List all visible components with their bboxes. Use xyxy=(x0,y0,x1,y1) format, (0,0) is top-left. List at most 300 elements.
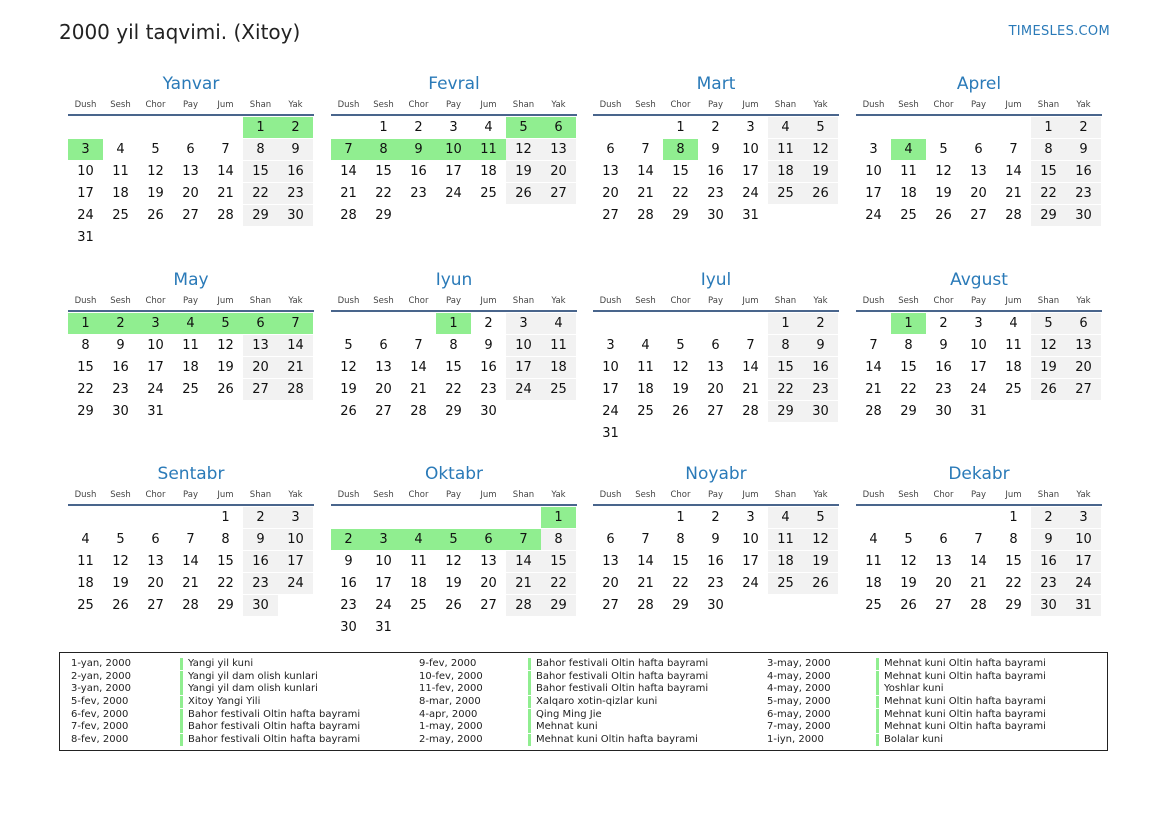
day-cell[interactable]: 15 xyxy=(375,164,392,179)
day-cell[interactable]: 13 xyxy=(935,554,952,569)
day-cell[interactable]: 13 xyxy=(541,139,576,160)
day-cell[interactable]: 19 xyxy=(803,161,838,182)
day-cell[interactable]: 9 xyxy=(278,139,313,160)
day-cell[interactable]: 23 xyxy=(935,382,952,397)
day-cell[interactable]: 4 xyxy=(541,313,576,334)
day-cell[interactable]: 13 xyxy=(1066,335,1101,356)
day-cell[interactable]: 18 xyxy=(865,576,882,591)
day-cell[interactable]: 20 xyxy=(243,357,278,378)
day-cell[interactable]: 11 xyxy=(182,338,199,353)
day-cell[interactable]: 29 xyxy=(541,595,576,616)
day-cell[interactable]: 7 xyxy=(869,338,878,353)
day-cell[interactable]: 4 xyxy=(1009,316,1018,331)
day-cell[interactable]: 1 xyxy=(243,117,278,138)
day-cell[interactable]: 15 xyxy=(445,360,462,375)
day-cell[interactable]: 28 xyxy=(506,595,541,616)
day-cell[interactable]: 3 xyxy=(746,510,755,525)
day-cell[interactable]: 19 xyxy=(935,186,952,201)
day-cell[interactable]: 14 xyxy=(182,554,199,569)
day-cell[interactable]: 18 xyxy=(112,186,129,201)
day-cell[interactable]: 31 xyxy=(147,404,164,419)
day-cell[interactable]: 16 xyxy=(935,360,952,375)
day-cell[interactable]: 2 xyxy=(414,120,423,135)
day-cell[interactable]: 11 xyxy=(1005,338,1022,353)
day-cell[interactable]: 29 xyxy=(1031,205,1066,226)
day-cell[interactable]: 5 xyxy=(116,532,125,547)
day-cell[interactable]: 15 xyxy=(768,357,803,378)
day-cell[interactable]: 20 xyxy=(970,186,987,201)
day-cell[interactable]: 3 xyxy=(1066,507,1101,528)
day-cell[interactable]: 22 xyxy=(1005,576,1022,591)
day-cell[interactable]: 28 xyxy=(970,598,987,613)
day-cell[interactable]: 18 xyxy=(182,360,199,375)
day-cell[interactable]: 12 xyxy=(340,360,357,375)
day-cell[interactable]: 23 xyxy=(243,573,278,594)
day-cell[interactable]: 29 xyxy=(217,598,234,613)
day-cell[interactable]: 30 xyxy=(803,401,838,422)
day-cell[interactable]: 20 xyxy=(182,186,199,201)
day-cell[interactable]: 21 xyxy=(970,576,987,591)
day-cell[interactable]: 5 xyxy=(939,142,948,157)
day-cell[interactable]: 17 xyxy=(506,357,541,378)
day-cell[interactable]: 21 xyxy=(637,576,654,591)
day-cell[interactable]: 26 xyxy=(900,598,917,613)
day-cell[interactable]: 21 xyxy=(1005,186,1022,201)
day-cell[interactable]: 1 xyxy=(768,313,803,334)
day-cell[interactable]: 31 xyxy=(602,426,619,441)
day-cell[interactable]: 10 xyxy=(77,164,94,179)
day-cell[interactable]: 11 xyxy=(541,335,576,356)
day-cell[interactable]: 20 xyxy=(147,576,164,591)
day-cell[interactable]: 27 xyxy=(935,598,952,613)
day-cell[interactable]: 4 xyxy=(641,338,650,353)
day-cell[interactable]: 1 xyxy=(1031,117,1066,138)
day-cell[interactable]: 1 xyxy=(221,510,230,525)
day-cell[interactable]: 16 xyxy=(707,164,724,179)
day-cell[interactable]: 11 xyxy=(900,164,917,179)
day-cell[interactable]: 4 xyxy=(173,313,208,334)
day-cell[interactable]: 4 xyxy=(484,120,493,135)
day-cell[interactable]: 4 xyxy=(81,532,90,547)
day-cell[interactable]: 17 xyxy=(602,382,619,397)
day-cell[interactable]: 30 xyxy=(935,404,952,419)
day-cell[interactable]: 4 xyxy=(768,507,803,528)
day-cell[interactable]: 18 xyxy=(900,186,917,201)
day-cell[interactable]: 16 xyxy=(1066,161,1101,182)
day-cell[interactable]: 12 xyxy=(672,360,689,375)
day-cell[interactable]: 24 xyxy=(77,208,94,223)
day-cell[interactable]: 8 xyxy=(81,338,90,353)
day-cell[interactable]: 20 xyxy=(935,576,952,591)
day-cell[interactable]: 14 xyxy=(865,360,882,375)
day-cell[interactable]: 23 xyxy=(803,379,838,400)
day-cell[interactable]: 11 xyxy=(112,164,129,179)
day-cell[interactable]: 19 xyxy=(340,382,357,397)
day-cell[interactable]: 22 xyxy=(541,573,576,594)
day-cell[interactable]: 24 xyxy=(970,382,987,397)
day-cell[interactable]: 5 xyxy=(803,117,838,138)
day-cell[interactable]: 26 xyxy=(803,573,838,594)
day-cell[interactable]: 20 xyxy=(375,382,392,397)
day-cell[interactable]: 3 xyxy=(366,529,401,550)
day-cell[interactable]: 23 xyxy=(340,598,357,613)
day-cell[interactable]: 11 xyxy=(865,554,882,569)
day-cell[interactable]: 8 xyxy=(243,139,278,160)
day-cell[interactable]: 31 xyxy=(375,620,392,635)
day-cell[interactable]: 27 xyxy=(602,598,619,613)
day-cell[interactable]: 6 xyxy=(471,529,506,550)
day-cell[interactable]: 29 xyxy=(1005,598,1022,613)
day-cell[interactable]: 5 xyxy=(208,313,243,334)
day-cell[interactable]: 25 xyxy=(1005,382,1022,397)
day-cell[interactable]: 25 xyxy=(410,598,427,613)
day-cell[interactable]: 11 xyxy=(768,139,803,160)
day-cell[interactable]: 15 xyxy=(1031,161,1066,182)
day-cell[interactable]: 22 xyxy=(672,186,689,201)
day-cell[interactable]: 21 xyxy=(217,186,234,201)
day-cell[interactable]: 16 xyxy=(112,360,129,375)
day-cell[interactable]: 2 xyxy=(103,313,138,334)
day-cell[interactable]: 16 xyxy=(1031,551,1066,572)
day-cell[interactable]: 5 xyxy=(1031,313,1066,334)
day-cell[interactable]: 3 xyxy=(278,507,313,528)
day-cell[interactable]: 23 xyxy=(1031,573,1066,594)
day-cell[interactable]: 22 xyxy=(375,186,392,201)
day-cell[interactable]: 3 xyxy=(869,142,878,157)
day-cell[interactable]: 29 xyxy=(445,404,462,419)
day-cell[interactable]: 5 xyxy=(676,338,685,353)
day-cell[interactable]: 17 xyxy=(865,186,882,201)
day-cell[interactable]: 9 xyxy=(401,139,436,160)
day-cell[interactable]: 28 xyxy=(637,598,654,613)
day-cell[interactable]: 7 xyxy=(186,532,195,547)
day-cell[interactable]: 24 xyxy=(742,576,759,591)
day-cell[interactable]: 13 xyxy=(707,360,724,375)
day-cell[interactable]: 19 xyxy=(217,360,234,375)
day-cell[interactable]: 8 xyxy=(1031,139,1066,160)
day-cell[interactable]: 22 xyxy=(768,379,803,400)
day-cell[interactable]: 2 xyxy=(1066,117,1101,138)
day-cell[interactable]: 1 xyxy=(676,120,685,135)
day-cell[interactable]: 9 xyxy=(344,554,353,569)
day-cell[interactable]: 14 xyxy=(637,164,654,179)
day-cell[interactable]: 1 xyxy=(379,120,388,135)
day-cell[interactable]: 5 xyxy=(506,117,541,138)
day-cell[interactable]: 21 xyxy=(865,382,882,397)
day-cell[interactable]: 14 xyxy=(278,335,313,356)
day-cell[interactable]: 2 xyxy=(1031,507,1066,528)
day-cell[interactable]: 14 xyxy=(970,554,987,569)
day-cell[interactable]: 15 xyxy=(217,554,234,569)
day-cell[interactable]: 30 xyxy=(1066,205,1101,226)
day-cell[interactable]: 27 xyxy=(147,598,164,613)
day-cell[interactable]: 3 xyxy=(506,313,541,334)
day-cell[interactable]: 7 xyxy=(974,532,983,547)
day-cell[interactable]: 21 xyxy=(410,382,427,397)
day-cell[interactable]: 10 xyxy=(742,532,759,547)
day-cell[interactable]: 20 xyxy=(707,382,724,397)
day-cell[interactable]: 19 xyxy=(147,186,164,201)
day-cell[interactable]: 25 xyxy=(112,208,129,223)
day-cell[interactable]: 16 xyxy=(803,357,838,378)
day-cell[interactable]: 9 xyxy=(711,142,720,157)
day-cell[interactable]: 28 xyxy=(340,208,357,223)
day-cell[interactable]: 30 xyxy=(243,595,278,616)
day-cell[interactable]: 9 xyxy=(803,335,838,356)
day-cell[interactable]: 27 xyxy=(243,379,278,400)
day-cell[interactable]: 15 xyxy=(672,164,689,179)
day-cell[interactable]: 15 xyxy=(900,360,917,375)
day-cell[interactable]: 2 xyxy=(711,510,720,525)
day-cell[interactable]: 21 xyxy=(182,576,199,591)
day-cell[interactable]: 5 xyxy=(803,507,838,528)
day-cell[interactable]: 16 xyxy=(243,551,278,572)
day-cell[interactable]: 9 xyxy=(116,338,125,353)
day-cell[interactable]: 17 xyxy=(278,551,313,572)
day-cell[interactable]: 16 xyxy=(707,554,724,569)
day-cell[interactable]: 14 xyxy=(1005,164,1022,179)
day-cell[interactable]: 24 xyxy=(865,208,882,223)
day-cell[interactable]: 20 xyxy=(1066,357,1101,378)
day-cell[interactable]: 24 xyxy=(1066,573,1101,594)
day-cell[interactable]: 14 xyxy=(637,554,654,569)
day-cell[interactable]: 22 xyxy=(445,382,462,397)
day-cell[interactable]: 13 xyxy=(182,164,199,179)
day-cell[interactable]: 30 xyxy=(480,404,497,419)
day-cell[interactable]: 28 xyxy=(182,598,199,613)
day-cell[interactable]: 30 xyxy=(112,404,129,419)
day-cell[interactable]: 29 xyxy=(375,208,392,223)
day-cell[interactable]: 7 xyxy=(331,139,366,160)
day-cell[interactable]: 13 xyxy=(970,164,987,179)
day-cell[interactable]: 11 xyxy=(410,554,427,569)
day-cell[interactable]: 17 xyxy=(742,554,759,569)
day-cell[interactable]: 5 xyxy=(436,529,471,550)
day-cell[interactable]: 19 xyxy=(803,551,838,572)
day-cell[interactable]: 18 xyxy=(541,357,576,378)
day-cell[interactable]: 18 xyxy=(77,576,94,591)
day-cell[interactable]: 12 xyxy=(1031,335,1066,356)
day-cell[interactable]: 27 xyxy=(602,208,619,223)
day-cell[interactable]: 8 xyxy=(221,532,230,547)
day-cell[interactable]: 1 xyxy=(891,313,926,334)
day-cell[interactable]: 24 xyxy=(602,404,619,419)
day-cell[interactable]: 29 xyxy=(243,205,278,226)
day-cell[interactable]: 6 xyxy=(939,532,948,547)
day-cell[interactable]: 27 xyxy=(970,208,987,223)
day-cell[interactable]: 14 xyxy=(742,360,759,375)
day-cell[interactable]: 25 xyxy=(77,598,94,613)
day-cell[interactable]: 3 xyxy=(138,313,173,334)
day-cell[interactable]: 23 xyxy=(278,183,313,204)
day-cell[interactable]: 30 xyxy=(707,598,724,613)
day-cell[interactable]: 15 xyxy=(243,161,278,182)
day-cell[interactable]: 12 xyxy=(935,164,952,179)
day-cell[interactable]: 21 xyxy=(742,382,759,397)
day-cell[interactable]: 13 xyxy=(480,554,497,569)
day-cell[interactable]: 31 xyxy=(970,404,987,419)
day-cell[interactable]: 15 xyxy=(541,551,576,572)
day-cell[interactable]: 21 xyxy=(506,573,541,594)
day-cell[interactable]: 7 xyxy=(414,338,423,353)
day-cell[interactable]: 30 xyxy=(340,620,357,635)
day-cell[interactable]: 7 xyxy=(641,532,650,547)
day-cell[interactable]: 28 xyxy=(217,208,234,223)
day-cell[interactable]: 6 xyxy=(1066,313,1101,334)
day-cell[interactable]: 25 xyxy=(637,404,654,419)
day-cell[interactable]: 5 xyxy=(344,338,353,353)
day-cell[interactable]: 15 xyxy=(672,554,689,569)
day-cell[interactable]: 17 xyxy=(445,164,462,179)
day-cell[interactable]: 30 xyxy=(1031,595,1066,616)
day-cell[interactable]: 28 xyxy=(742,404,759,419)
day-cell[interactable]: 9 xyxy=(1031,529,1066,550)
day-cell[interactable]: 2 xyxy=(278,117,313,138)
day-cell[interactable]: 28 xyxy=(1005,208,1022,223)
day-cell[interactable]: 8 xyxy=(1009,532,1018,547)
day-cell[interactable]: 17 xyxy=(970,360,987,375)
day-cell[interactable]: 26 xyxy=(506,183,541,204)
day-cell[interactable]: 9 xyxy=(484,338,493,353)
day-cell[interactable]: 22 xyxy=(77,382,94,397)
day-cell[interactable]: 31 xyxy=(77,230,94,245)
day-cell[interactable]: 10 xyxy=(742,142,759,157)
day-cell[interactable]: 1 xyxy=(436,313,471,334)
day-cell[interactable]: 24 xyxy=(445,186,462,201)
day-cell[interactable]: 16 xyxy=(278,161,313,182)
day-cell[interactable]: 17 xyxy=(147,360,164,375)
day-cell[interactable]: 26 xyxy=(112,598,129,613)
day-cell[interactable]: 30 xyxy=(707,208,724,223)
day-cell[interactable]: 11 xyxy=(637,360,654,375)
day-cell[interactable]: 6 xyxy=(379,338,388,353)
day-cell[interactable]: 29 xyxy=(900,404,917,419)
day-cell[interactable]: 3 xyxy=(606,338,615,353)
day-cell[interactable]: 23 xyxy=(1066,183,1101,204)
day-cell[interactable]: 16 xyxy=(410,164,427,179)
day-cell[interactable]: 26 xyxy=(217,382,234,397)
day-cell[interactable]: 27 xyxy=(707,404,724,419)
day-cell[interactable]: 12 xyxy=(803,529,838,550)
day-cell[interactable]: 20 xyxy=(480,576,497,591)
day-cell[interactable]: 1 xyxy=(541,507,576,528)
day-cell[interactable]: 18 xyxy=(637,382,654,397)
day-cell[interactable]: 28 xyxy=(637,208,654,223)
day-cell[interactable]: 9 xyxy=(243,529,278,550)
day-cell[interactable]: 27 xyxy=(541,183,576,204)
day-cell[interactable]: 7 xyxy=(221,142,230,157)
day-cell[interactable]: 8 xyxy=(541,529,576,550)
day-cell[interactable]: 12 xyxy=(803,139,838,160)
day-cell[interactable]: 23 xyxy=(707,186,724,201)
day-cell[interactable]: 12 xyxy=(147,164,164,179)
day-cell[interactable]: 25 xyxy=(480,186,497,201)
day-cell[interactable]: 30 xyxy=(278,205,313,226)
day-cell[interactable]: 4 xyxy=(401,529,436,550)
day-cell[interactable]: 6 xyxy=(606,142,615,157)
day-cell[interactable]: 2 xyxy=(803,313,838,334)
day-cell[interactable]: 5 xyxy=(151,142,160,157)
day-cell[interactable]: 10 xyxy=(1066,529,1101,550)
day-cell[interactable]: 25 xyxy=(768,183,803,204)
day-cell[interactable]: 16 xyxy=(340,576,357,591)
day-cell[interactable]: 2 xyxy=(711,120,720,135)
day-cell[interactable]: 26 xyxy=(1031,379,1066,400)
day-cell[interactable]: 8 xyxy=(366,139,401,160)
day-cell[interactable]: 4 xyxy=(768,117,803,138)
day-cell[interactable]: 8 xyxy=(676,532,685,547)
day-cell[interactable]: 22 xyxy=(243,183,278,204)
day-cell[interactable]: 18 xyxy=(480,164,497,179)
day-cell[interactable]: 17 xyxy=(1066,551,1101,572)
day-cell[interactable]: 23 xyxy=(410,186,427,201)
day-cell[interactable]: 9 xyxy=(711,532,720,547)
day-cell[interactable]: 6 xyxy=(606,532,615,547)
day-cell[interactable]: 22 xyxy=(672,576,689,591)
day-cell[interactable]: 22 xyxy=(217,576,234,591)
day-cell[interactable]: 18 xyxy=(768,551,803,572)
day-cell[interactable]: 27 xyxy=(1066,379,1101,400)
day-cell[interactable]: 21 xyxy=(278,357,313,378)
day-cell[interactable]: 24 xyxy=(147,382,164,397)
day-cell[interactable]: 17 xyxy=(742,164,759,179)
day-cell[interactable]: 27 xyxy=(375,404,392,419)
day-cell[interactable]: 10 xyxy=(278,529,313,550)
day-cell[interactable]: 18 xyxy=(768,161,803,182)
day-cell[interactable]: 19 xyxy=(672,382,689,397)
day-cell[interactable]: 26 xyxy=(147,208,164,223)
day-cell[interactable]: 8 xyxy=(904,338,913,353)
day-cell[interactable]: 28 xyxy=(410,404,427,419)
day-cell[interactable]: 23 xyxy=(480,382,497,397)
day-cell[interactable]: 19 xyxy=(112,576,129,591)
day-cell[interactable]: 24 xyxy=(278,573,313,594)
day-cell[interactable]: 17 xyxy=(77,186,94,201)
day-cell[interactable]: 4 xyxy=(869,532,878,547)
day-cell[interactable]: 27 xyxy=(480,598,497,613)
day-cell[interactable]: 19 xyxy=(445,576,462,591)
day-cell[interactable]: 21 xyxy=(637,186,654,201)
day-cell[interactable]: 20 xyxy=(602,576,619,591)
day-cell[interactable]: 26 xyxy=(445,598,462,613)
day-cell[interactable]: 12 xyxy=(112,554,129,569)
day-cell[interactable]: 7 xyxy=(506,529,541,550)
day-cell[interactable]: 10 xyxy=(970,338,987,353)
day-cell[interactable]: 4 xyxy=(116,142,125,157)
day-cell[interactable]: 23 xyxy=(707,576,724,591)
day-cell[interactable]: 19 xyxy=(506,161,541,182)
day-cell[interactable]: 3 xyxy=(974,316,983,331)
day-cell[interactable]: 26 xyxy=(672,404,689,419)
day-cell[interactable]: 8 xyxy=(663,139,698,160)
day-cell[interactable]: 21 xyxy=(340,186,357,201)
day-cell[interactable]: 14 xyxy=(217,164,234,179)
day-cell[interactable]: 14 xyxy=(506,551,541,572)
day-cell[interactable]: 10 xyxy=(147,338,164,353)
day-cell[interactable]: 13 xyxy=(375,360,392,375)
day-cell[interactable]: 28 xyxy=(278,379,313,400)
day-cell[interactable]: 19 xyxy=(1031,357,1066,378)
day-cell[interactable]: 11 xyxy=(768,529,803,550)
site-link[interactable]: TIMESLES.COM xyxy=(1008,24,1110,39)
day-cell[interactable]: 10 xyxy=(602,360,619,375)
day-cell[interactable]: 11 xyxy=(471,139,506,160)
day-cell[interactable]: 7 xyxy=(1009,142,1018,157)
day-cell[interactable]: 25 xyxy=(182,382,199,397)
day-cell[interactable]: 28 xyxy=(865,404,882,419)
day-cell[interactable]: 10 xyxy=(375,554,392,569)
day-cell[interactable]: 5 xyxy=(904,532,913,547)
